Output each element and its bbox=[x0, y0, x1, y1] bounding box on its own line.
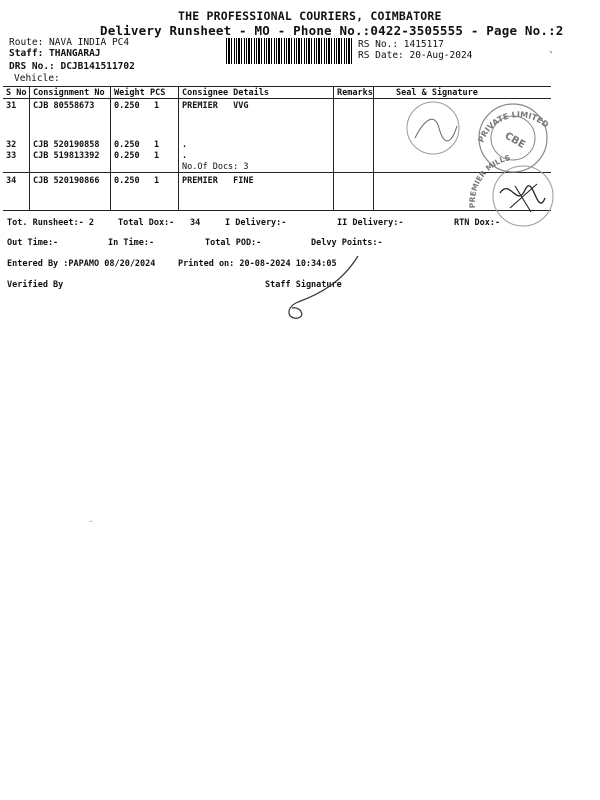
barcode-icon bbox=[226, 38, 354, 64]
seal-stamp-icon bbox=[405, 98, 555, 218]
staff-label: Staff: THANGARAJ bbox=[9, 48, 101, 59]
ii-delivery: II Delivery:- bbox=[337, 218, 404, 228]
in-time: In Time:- bbox=[108, 238, 155, 248]
column-header-weight: Weight bbox=[114, 88, 145, 98]
stamp-text-side: PREMIER MILLS bbox=[467, 153, 512, 209]
stamp-center-text: CBE bbox=[502, 130, 527, 151]
table-row-weight: 0.250 bbox=[114, 101, 140, 111]
table-row-weight: 0.250 bbox=[114, 151, 140, 161]
column-header-seal: Seal & Signature bbox=[396, 88, 478, 98]
table-row-pcs: 1 bbox=[154, 101, 160, 111]
table-row-sno: 31 bbox=[6, 101, 17, 111]
total-pod: Total POD:- bbox=[205, 238, 262, 248]
column-header-remarks: Remarks bbox=[337, 88, 373, 98]
i-delivery: I Delivery:- bbox=[225, 218, 287, 228]
rs-number: RS No.: 1415117 bbox=[358, 39, 444, 50]
no-of-docs: No.Of Docs: 3 bbox=[182, 162, 249, 172]
column-header-sno: S No bbox=[6, 88, 27, 98]
table-row-weight: 0.250 bbox=[114, 140, 140, 150]
col-divider bbox=[333, 86, 334, 210]
rs-date: RS Date: 20-Aug-2024 bbox=[358, 50, 473, 61]
table-row-consignment: CJB 80558673 bbox=[33, 101, 95, 111]
table-row-sno: 33 bbox=[6, 151, 17, 161]
printed-on: Printed on: 20-08-2024 10:34:05 bbox=[178, 259, 337, 269]
table-row-consignment: CJB 520190866 bbox=[33, 176, 100, 186]
runsheet-title: Delivery Runsheet - MO - Phone No.:0422-3505555 - Page No.:2 bbox=[100, 23, 564, 38]
table-row-pcs: 1 bbox=[154, 176, 160, 186]
vehicle-label: Vehicle: bbox=[14, 73, 60, 84]
col-divider bbox=[110, 86, 111, 210]
staff-signature-icon bbox=[280, 252, 370, 327]
table-row-pcs: 1 bbox=[154, 151, 160, 161]
table-top-border bbox=[3, 86, 551, 87]
table-row-sno: 34 bbox=[6, 176, 17, 186]
col-divider bbox=[178, 86, 179, 210]
table-row-consignment: CJB 519813392 bbox=[33, 151, 100, 161]
delvy-points: Delvy Points:- bbox=[311, 238, 383, 248]
column-header-pcs: PCS bbox=[150, 88, 166, 98]
tick-mark: ˎ bbox=[548, 42, 554, 53]
col-divider bbox=[29, 86, 30, 210]
verified-by: Verified By bbox=[7, 280, 64, 290]
stamp-text-top: PRIVATE LIMITED bbox=[476, 110, 551, 144]
table-row-weight: 0.250 bbox=[114, 176, 140, 186]
out-time: Out Time:- bbox=[7, 238, 59, 248]
entered-by: Entered By :PAPAMO 08/20/2024 bbox=[7, 259, 156, 269]
staff-signature-label: Staff Signature bbox=[265, 280, 342, 290]
table-row-consignee: PREMIER VVG bbox=[182, 101, 249, 111]
table-row-pcs: 1 bbox=[154, 140, 160, 150]
table-row-consignee: PREMIER FINE bbox=[182, 176, 254, 186]
rtn-dox: RTN Dox:- bbox=[454, 218, 501, 228]
total-runsheet: Tot. Runsheet:- 2 bbox=[7, 218, 94, 228]
total-dox-value: 34 bbox=[190, 218, 201, 228]
svg-text:PREMIER MILLS bbox=[468, 153, 511, 208]
total-dox-label: Total Dox:- bbox=[118, 218, 175, 228]
col-divider bbox=[373, 86, 374, 210]
route-label: Route: NAVA INDIA PC4 bbox=[9, 37, 130, 48]
table-row-sno: 32 bbox=[6, 140, 17, 150]
table-row-consignee: . bbox=[182, 140, 188, 150]
table-row-consignment: CJB 520190858 bbox=[33, 140, 100, 150]
column-header-consignee: Consignee Details bbox=[182, 88, 269, 98]
company-title: THE PROFESSIONAL COURIERS, COIMBATORE bbox=[178, 9, 442, 23]
scan-mark: ˍ bbox=[88, 512, 94, 523]
column-header-consignment: Consignment No bbox=[33, 88, 105, 98]
table-row-consignee: . bbox=[182, 151, 188, 161]
drs-number: DRS No.: DCJB141511702 bbox=[9, 61, 135, 72]
